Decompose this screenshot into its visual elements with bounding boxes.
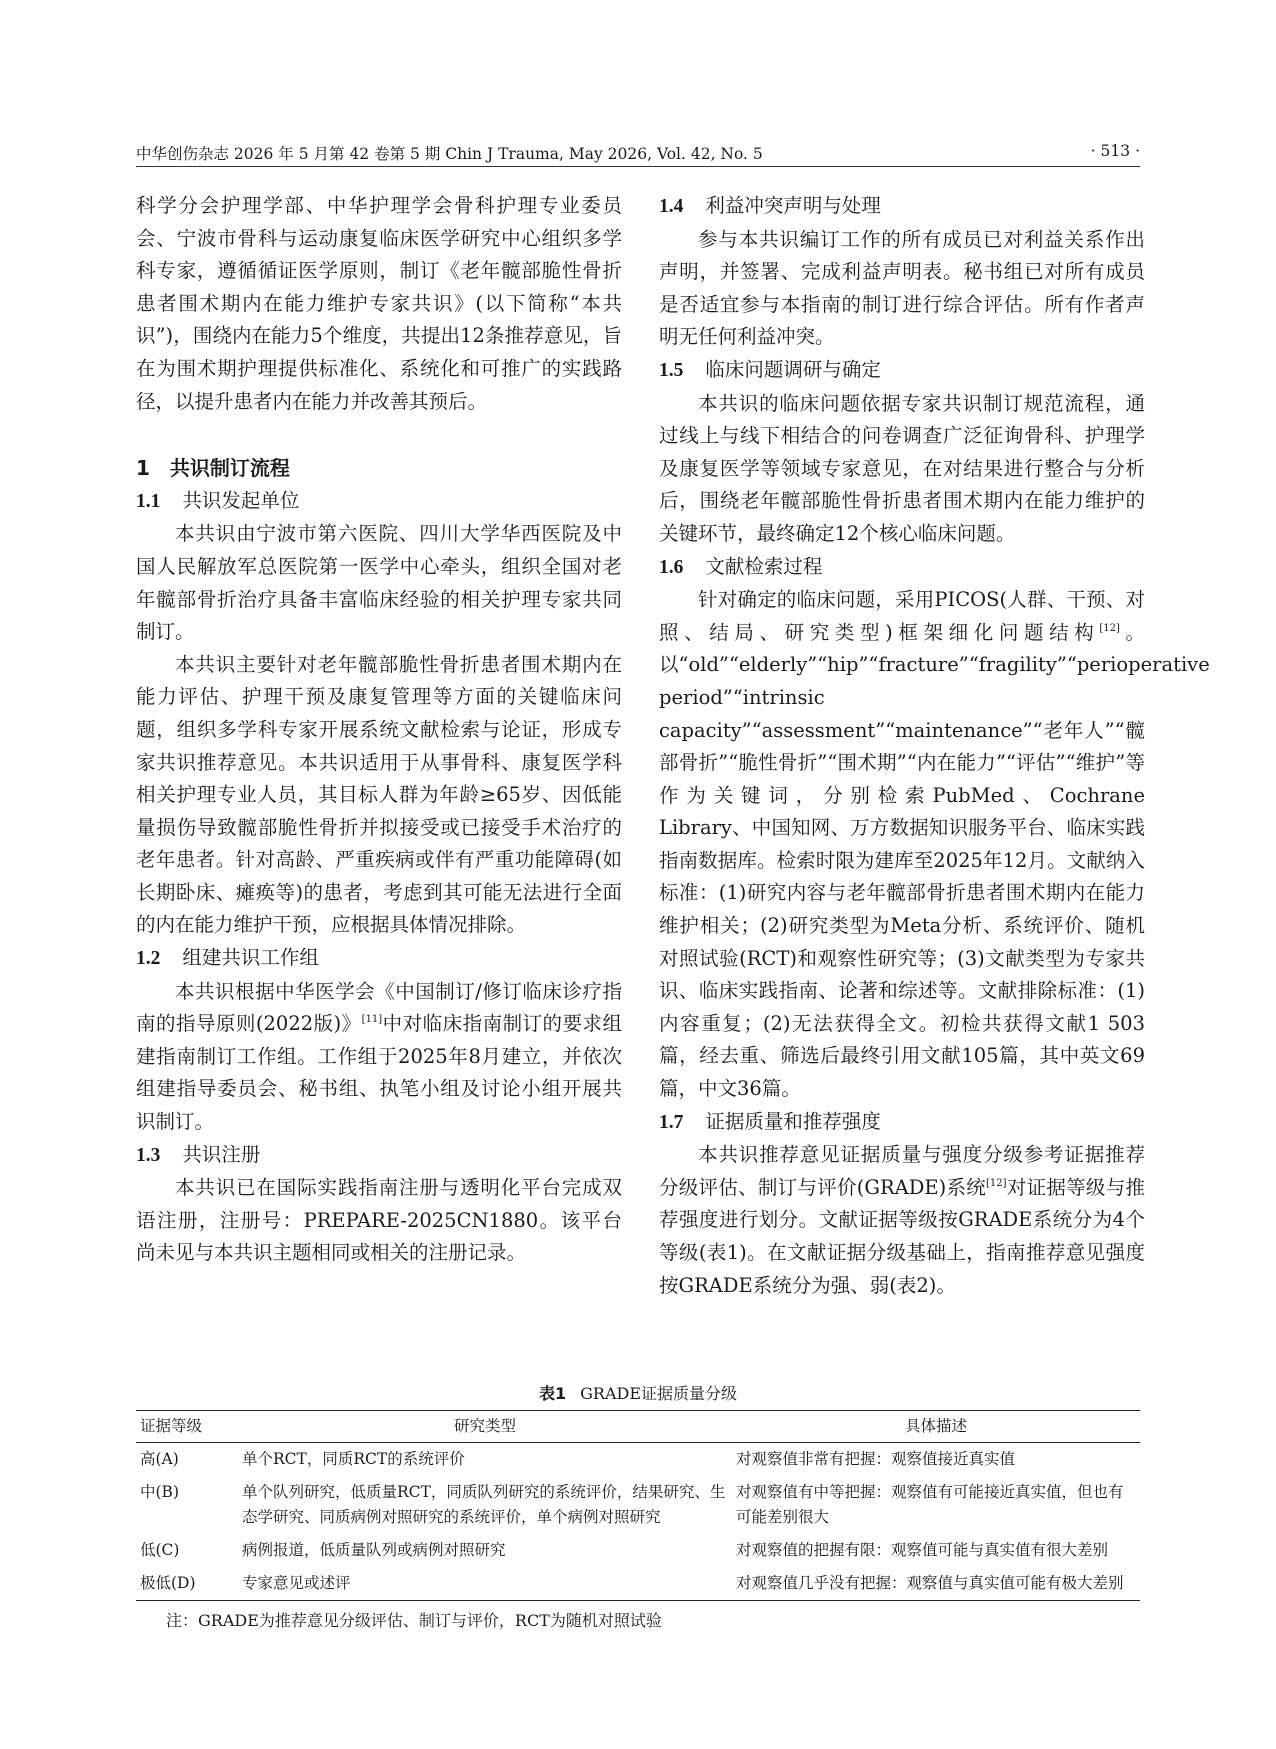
table-cell: 高(A) xyxy=(140,1450,179,1468)
table-label: 表1 xyxy=(538,1384,567,1403)
paragraph: 本共识由宁波市第六医院、四川大学华西医院及中国人民解放军总医院第一医学中心牵头，组织全国对老年髋部骨折治疗具备丰富临床经验的相关护理专家共同制订。 xyxy=(136,522,622,644)
section-heading: 1 共识制订流程 xyxy=(136,456,290,481)
table-cell: 极低(D) xyxy=(136,1567,238,1601)
table-caption xyxy=(136,1381,1140,1404)
paragraph: 本共识主要针对老年髋部脆性骨折患者围术期内在能力评估、护理干预及康复管理等方面的关键临床问题，组织多学科专家开展系统文献检索与论证，形成专家共识推荐意见。本共识适用于从事骨科、康复医学科相关护理专业人员，其目标人群为年龄≥65岁、因低能量损伤导致髋部脆性骨折并拟接受或已接受手术治疗的老年患者。针对高龄、严重疾病或伴有严重功能障碍(如长期卧床、瘫痪等)的患者，考虑到其可能无法进行全面的内在能力维护干预，应根据具体情况排除。 xyxy=(136,652,622,937)
subsection-heading: 1.2 组建共识工作组 xyxy=(136,946,319,970)
subsection-heading: 1.5 临床问题调研与确定 xyxy=(659,357,881,381)
paragraph: 本共识已在国际实践指南注册与透明化平台完成双语注册，注册号：PREPARE-2025CN1880。该平台尚未见与本共识主题相同或相关的注册记录。 xyxy=(136,1176,622,1265)
paragraph: 本共识根据中华医学会《中国制订/修订临床诊疗指南的指导原则(2022版)》[11]中对临床指南制订的要求组建指南制订工作组。工作组于2025年8月建立，并依次组建指导委员会、秘书组、执笔小组及讨论小组开展共识制订。 xyxy=(136,979,622,1134)
subsection-heading: 1.3 共识注册 xyxy=(136,1142,261,1166)
table-row xyxy=(136,1567,1140,1601)
table-cell: 病例报道，低质量队列或病例对照研究 xyxy=(242,1541,506,1559)
page-number: · 513 · xyxy=(1090,142,1140,160)
paragraph: 本共识的临床问题依据专家共识制订规范流程，通过线上与线下相结合的问卷调查广泛征询骨科、护理学及康复医学等领域专家意见，在对结果进行整合与分析后，围绕老年髋部脆性骨折患者围术期内在能力维护的关键环节，最终确定12个核心临床问题。 xyxy=(659,391,1145,545)
table-cell: 对观察值的把握有限：观察值可能与真实值有很大差别 xyxy=(736,1541,1109,1559)
table-cell: 单个RCT，同质RCT的系统评价 xyxy=(242,1450,465,1468)
subsection-heading: 1.6 文献检索过程 xyxy=(659,554,823,578)
table-note: 注：GRADE为推荐意见分级评估、制订与评价，RCT为随机对照试验 xyxy=(166,1611,662,1630)
citation-ref: [12] xyxy=(986,1177,1007,1189)
table-row xyxy=(136,1443,1140,1477)
paragraph: 参与本共识编订工作的所有成员已对利益关系作出声明，并签署、完成利益声明表。秘书组已对所有成员是否适宜参与本指南的制订进行综合评估。所有作者声明无任何利益冲突。 xyxy=(659,227,1145,349)
subsection-heading: 1.7 证据质量和推荐强度 xyxy=(659,1109,881,1133)
column-header: 具体描述 xyxy=(732,1411,1140,1443)
subsection-heading: 1.4 利益冲突声明与处理 xyxy=(659,194,881,217)
table-title: GRADE证据质量分级 xyxy=(580,1384,738,1403)
left-column xyxy=(136,190,622,1270)
grade-table xyxy=(136,1410,1140,1601)
table-cell: 对观察值非常有把握：观察值接近真实值 xyxy=(736,1450,1016,1468)
journal-citation: 中华创伤杂志 2026 年 5 月第 42 卷第 5 期 Chin J Trauma, May 2026, Vol. 42, No. 5 xyxy=(136,145,763,163)
paragraph: 针对确定的临床问题，采用PICOS(人群、干预、对照、结局、研究类型)框架细化问题结构[12]。以“old”“elderly”“hip”“fracture”“fragility”“perioperative period”“intrinsic capacity”“assessment”“maintenance”“老年人”“髋部骨折”“脆性骨折”“围术期”“内在能力”“评估”“维护”等作为关键词，分别检索PubMed、Cochrane Library、中国知网、万方数据知识服务平台、临床实践指南数据库。检索时限为建库至2025年12月。文献纳入标准：(1)研究内容与老年髋部骨折患者围术期内在能力维护相关；(2)研究类型为Meta分析、系统评价、随机对照试验(RCT)和观察性研究等；(3)文献类型为专家共识、临床实践指南、论著和综述等。文献排除标准：(1)内容重复；(2)无法获得全文。初检共获得文献1 503篇，经去重、筛选后最终引用文献105篇，其中英文69篇，中文36篇。 xyxy=(659,588,1210,1101)
running-header xyxy=(136,140,1140,167)
table-cell: 中(B) xyxy=(140,1483,179,1501)
citation-ref: [11] xyxy=(361,1014,383,1026)
table-cell: 低(C) xyxy=(140,1541,180,1559)
subsection-heading: 1.1 共识发起单位 xyxy=(136,488,300,512)
table-cell: 单个队列研究，低质量RCT，同质队列研究的系统评价，结果研究、生态学研究、同质病例对照研究的系统评价，单个病例对照研究 xyxy=(242,1483,726,1526)
column-header: 证据等级 xyxy=(136,1411,238,1443)
paragraph: 本共识推荐意见证据质量与强度分级参考证据推荐分级评估、制订与评价(GRADE)系统[12]对证据等级与推荐强度进行划分。文献证据等级按GRADE系统分为4个等级(表1)。在文献证据分级基础上，指南推荐意见强度按GRADE系统分为强、弱(表2)。 xyxy=(659,1143,1145,1297)
intro-paragraph: 科学分会护理学部、中华护理学会骨科护理专业委员会、宁波市骨科与运动康复临床医学研究中心组织多学科专家，遵循循证医学原则，制订《老年髋部脆性骨折患者围术期内在能力维护专家共识》(以下简称“本共识”)，围绕内在能力5个维度，共提出12条推荐意见，旨在为围术期护理提供标准化、系统化和可推广的实践路径，以提升患者内在能力并改善其预后。 xyxy=(136,194,622,413)
table-cell: 对观察值有中等把握：观察值有可能接近真实值，但也有可能差别很大 xyxy=(736,1483,1124,1526)
table-cell: 对观察值几乎没有把握：观察值与真实值可能有极大差别 xyxy=(732,1567,1140,1601)
table-row xyxy=(136,1476,1140,1534)
table-cell: 专家意见或述评 xyxy=(238,1567,732,1601)
column-header: 研究类型 xyxy=(238,1411,732,1443)
right-column xyxy=(659,190,1210,1302)
citation-ref: [12] xyxy=(1099,622,1120,634)
table-row xyxy=(136,1534,1140,1567)
table-header-row xyxy=(136,1411,1140,1443)
